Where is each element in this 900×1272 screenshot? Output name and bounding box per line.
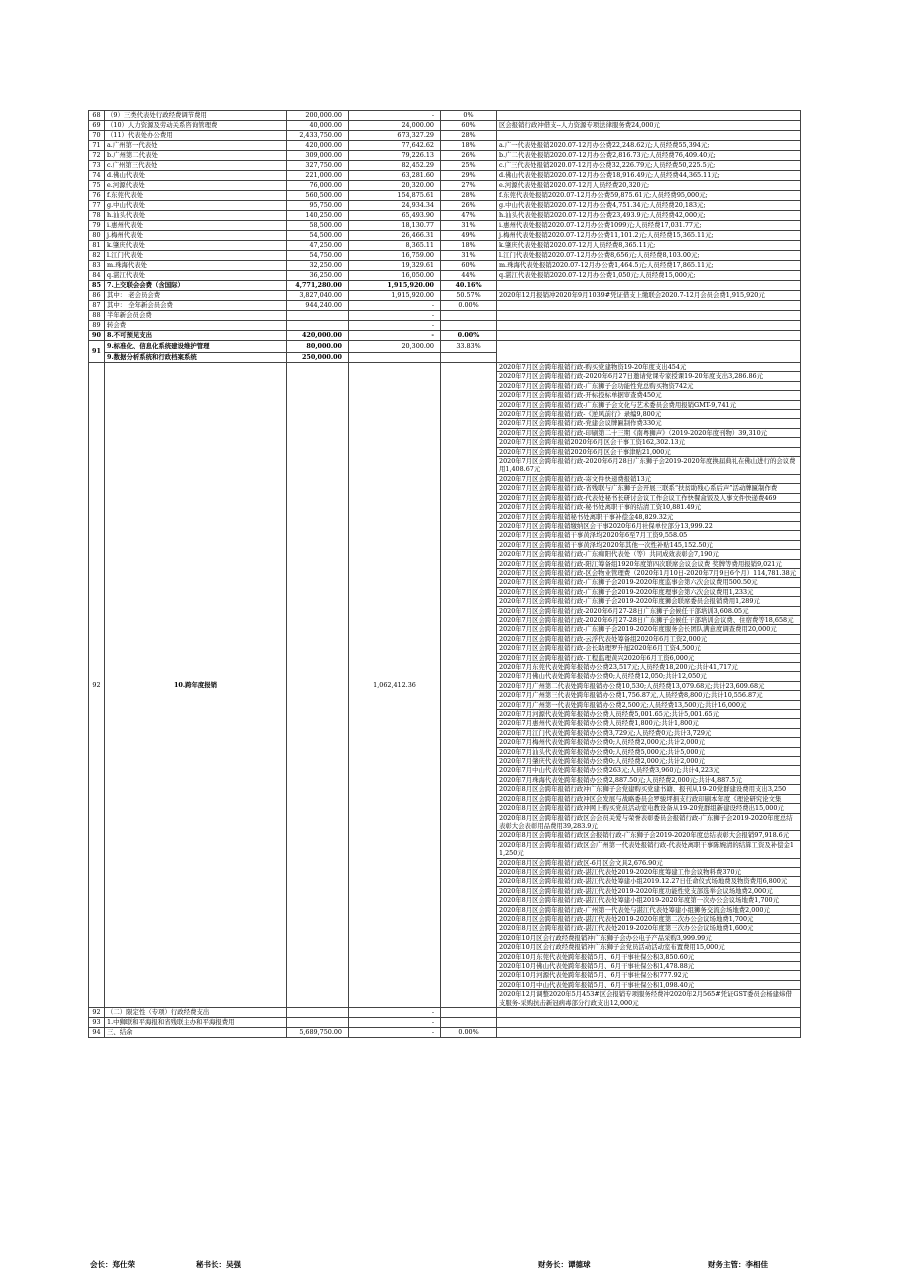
item-name: b.广州第二代表处 — [105, 151, 287, 161]
row-number: 79 — [89, 221, 105, 231]
note-text: f.东莞代表处报销2020.07-12月办公费59,875.61元;人员经费95,000元; — [497, 191, 801, 201]
actual-amount — [349, 353, 441, 363]
row-number: 85 — [89, 281, 105, 291]
table-row — [89, 1018, 801, 1028]
table-row — [89, 291, 801, 301]
detail-line: 2020年10月佛山代表处跨年报销5月、6月干事社保公积1,478.88元 — [497, 962, 800, 971]
actual-amount: 77,642.62 — [349, 141, 441, 151]
detail-line: 2020年7月区会跨年报销行政-广东狮子会2019-2020年度狮会联席委员会报销费用1,289元 — [497, 597, 800, 606]
budget-amount: 36,250.00 — [287, 271, 349, 281]
note-text — [497, 131, 801, 141]
detail-line: 2020年10月东莞代表处跨年报销5月、6月干事社保公积3,850.60元 — [497, 953, 800, 962]
item-name: （二）限定性（专项）行政经费支出 — [105, 1008, 287, 1018]
table-row — [89, 181, 801, 191]
table-row — [89, 191, 801, 201]
budget-amount: 80,000.00 — [287, 341, 349, 353]
budget-amount: 32,250.00 — [287, 261, 349, 271]
percent-complete: 44% — [441, 271, 497, 281]
note-text: b.广二代表处报销2020.07-12月办公费2,816.73元;人员经费76,409.40元; — [497, 151, 801, 161]
detail-line: 2020年7月东莞代表处跨年报销办公费23,517元;人员经费18,200元;共计41,717元 — [497, 663, 800, 672]
item-name: q.湛江代表处 — [105, 271, 287, 281]
detail-line: 2020年7月河源代表处跨年报销办公费人员经费5,001.65元;共计5,001.65元 — [497, 710, 800, 719]
detail-line: 2020年7月区会跨年报销行政-云浮代表处筹备组2020年6月工资2,000元 — [497, 635, 800, 644]
percent-complete — [441, 311, 497, 321]
percent-complete: 50.57% — [441, 291, 497, 301]
detail-line: 2020年7月区会跨年报销行政-省残联与广东狮子会开展三联系“扶贫助残心系后声”活动牌匾制作费 — [497, 484, 800, 493]
actual-amount: - — [349, 1028, 441, 1038]
detail-line: 2020年7月区会跨年报销行政-广东狮子会功能性党总购买物资742元 — [497, 382, 800, 391]
detail-line: 2020年7月区会跨年报销行政-党建会议牌匾制作费330元 — [497, 419, 800, 428]
budget-amount — [287, 311, 349, 321]
row-number: 83 — [89, 261, 105, 271]
item-name: 8.不可预见支出 — [105, 331, 287, 341]
percent-complete: 28% — [441, 131, 497, 141]
percent-complete: 26% — [441, 201, 497, 211]
note-text: m.珠海代表处报销2020.07-12月办公费1,464.5元;人员经费17,865.11元; — [497, 261, 801, 271]
note-text: 2020年12月报销冲2020年9月1039#凭证借支上缴联会2020.7-12月会员会费1,915,920元 — [497, 291, 801, 301]
actual-amount: - — [349, 301, 441, 311]
percent-complete: 0.00% — [441, 301, 497, 311]
item-name: l.江门代表处 — [105, 251, 287, 261]
row-number: 68 — [89, 111, 105, 121]
table-row — [89, 221, 801, 231]
percent-complete: 31% — [441, 221, 497, 231]
table-row — [89, 231, 801, 241]
actual-amount: 673,327.29 — [349, 131, 441, 141]
detail-line: 2020年8月区会跨年报销行政区会报销行政-广东狮子会2019-2020年度总结表彰大会报销97,918.6元 — [497, 831, 800, 840]
detail-line: 2020年7月区会跨年报销行政-秘书处离职干事的结清工资10,881.49元 — [497, 503, 800, 512]
actual-amount: - — [349, 1018, 441, 1028]
percent-complete — [441, 353, 497, 363]
table-row — [89, 271, 801, 281]
row-number: 92 — [89, 363, 105, 1008]
row-number: 74 — [89, 171, 105, 181]
row-number: 89 — [89, 321, 105, 331]
note-text: k.肇庆代表处报销2020.07-12月人员经费8,365.11元; — [497, 241, 801, 251]
budget-amount: 250,000.00 — [287, 353, 349, 363]
budget-amount: 560,500.00 — [287, 191, 349, 201]
actual-amount: 18,130.77 — [349, 221, 441, 231]
item-name: 转会费 — [105, 321, 287, 331]
item-name: a.广州第一代表处 — [105, 141, 287, 151]
note-text — [497, 1018, 801, 1028]
detail-line: 2020年8月区会跨年报销行政区会会员关爱与荣誉表彰委员会报销行政-广东狮子会2019-2020年度总结表彰大会表彰用品费用39,283.9元 — [497, 814, 800, 832]
detail-line: 2020年7月惠州代表处跨年报销办公费人员经费1,800元;共计1,800元 — [497, 719, 800, 728]
percent-complete: 60% — [441, 121, 497, 131]
actual-amount: - — [349, 321, 441, 331]
detail-line: 2020年7月珠海代表处跨年报销办公费2,887.50元;人员经费2,000元;共计4,887.5元 — [497, 776, 800, 785]
note-text: h.汕头代表处报销2020.07-12月办公费23,493.9元;人员经费42,000元; — [497, 211, 801, 221]
detail-line: 2020年7月区会跨年报销行政-2020年6月28日广东狮子会2019-2020年度换届典礼在佛山进行的会议费用1,408.67元 — [497, 457, 800, 475]
item-name: j.梅州代表处 — [105, 231, 287, 241]
actual-amount: 1,915,920.00 — [349, 281, 441, 291]
detail-line: 2020年7月区会跨年报销秘书处离职干事补偿金48,829.32元 — [497, 513, 800, 522]
detail-line: 2020年7月梅州代表处跨年报销办公费0;人员经费2,000元;共计2,000元 — [497, 738, 800, 747]
row-number: 69 — [89, 121, 105, 131]
detail-line: 2020年10月区会行政经费报销冲广东狮子会党员活动活动室布置费用15,000元 — [497, 943, 800, 952]
detail-line: 2020年8月区会跨年报销行政区-6月区会文具2,676.90元 — [497, 859, 800, 868]
note-text — [497, 1028, 801, 1038]
percent-complete: 0.00% — [441, 331, 497, 341]
budget-amount: 944,240.00 — [287, 301, 349, 311]
note-text — [497, 301, 801, 311]
row-number: 70 — [89, 131, 105, 141]
detail-line: 2020年7月广州第二代表处跨年报销办公费10,530;人员经费13,079.68元;共计23,609.68元 — [497, 682, 800, 691]
finance-supervisor-signature: 财务主管：李相佳 — [708, 1260, 768, 1269]
detail-line: 2020年10月中山代表处跨年报销5月、6月干事社保公积1,098.40元 — [497, 981, 800, 990]
actual-amount: 79,226.13 — [349, 151, 441, 161]
detail-line: 2020年7月区会跨年报销行政-代表处秘书长研讨会议工作会议工作快餐盒饭及人事文件快递费469 — [497, 494, 800, 503]
budget-amount: 420,000.00 — [287, 331, 349, 341]
row-number: 84 — [89, 271, 105, 281]
percent-complete — [441, 321, 497, 331]
table-row — [89, 241, 801, 251]
detail-line: 2020年10月河源代表处跨年报销5月、6月干事社保公积777.92元 — [497, 971, 800, 980]
detail-line: 2020年8月区会跨年报销行政-广州第一代表处与湛江代表处筹建小组狮务交流会场地费2,000元 — [497, 906, 800, 915]
note-text: i.惠州代表处报销2020.07-12月办公费1099元;人员经费17,031.77元; — [497, 221, 801, 231]
table-row — [89, 141, 801, 151]
item-name: （9）三类代表处行政经费调节费用 — [105, 111, 287, 121]
table-body-row91 — [89, 341, 801, 363]
note-text — [497, 111, 801, 121]
detail-line: 2020年7月区会跨年报销行政-区会物业管理费（2020年1月10日-2020年7月9日6个月）114,781.38元 — [497, 569, 800, 578]
note-text — [497, 321, 801, 331]
note-text: g.中山代表处报销2020.07-12月办公费4,751.34元;人员经费20,183元; — [497, 201, 801, 211]
table-row — [89, 341, 801, 353]
item-name: 其中： 全年新会员会费 — [105, 301, 287, 311]
table-row — [89, 301, 801, 311]
percent-complete: 47% — [441, 211, 497, 221]
table-row — [89, 311, 801, 321]
table-row — [89, 331, 801, 341]
actual-amount: 1,062,412.36 — [349, 363, 441, 1008]
row-number: 80 — [89, 231, 105, 241]
detail-line: 2020年8月区会跨年报销行政-湛江代表处筹建小组2019.12.27日任命仪式场地费及物资费用6,800元 — [497, 877, 800, 886]
detail-line: 2020年7月区会跨年报销行政-《逆风前行》录编9,800元 — [497, 410, 800, 419]
actual-amount: - — [349, 331, 441, 341]
actual-amount: 154,875.61 — [349, 191, 441, 201]
president-signature: 会长：郑仕荣 — [90, 1260, 135, 1269]
item-name: 7.上交联会会费（含国际） — [105, 281, 287, 291]
table-row — [89, 151, 801, 161]
actual-amount: 82,452.29 — [349, 161, 441, 171]
item-name: h.汕头代表处 — [105, 211, 287, 221]
budget-amount: 54,500.00 — [287, 231, 349, 241]
row-number: 82 — [89, 251, 105, 261]
detail-line: 2020年8月区会跨年报销行政-湛江代表处2019-2020年度第三次办公会议场地费1,600元 — [497, 924, 800, 933]
note-text — [497, 281, 801, 291]
percent-complete: 33.83% — [441, 341, 497, 353]
finance-table — [88, 110, 801, 1038]
item-name: d.佛山代表处 — [105, 171, 287, 181]
detail-line: 2020年8月区会跨年报销行政冲网上购买党员活动室电教设备从19-20党群组新建设经费出15,000元 — [497, 804, 800, 813]
item-name: 三、结余 — [105, 1028, 287, 1038]
table-body-bottom — [89, 1008, 801, 1038]
detail-line: 2020年7月广州第三代表处跨年报销办公费1,756.87元,人员经费8,800元;共计10,556.87元 — [497, 691, 800, 700]
detail-line: 2020年7月区会跨年报销行政-寄文件快递费报销13元 — [497, 475, 800, 484]
item-name: 9.数据分析系统和行政档案系统 — [105, 353, 287, 363]
table-body-row92 — [89, 363, 801, 1008]
row-number: 76 — [89, 191, 105, 201]
detail-line: 2020年8月区会跨年报销行政-湛江代表处2019-2020年度功能性党支部选举会议场地费2,000元 — [497, 887, 800, 896]
actual-amount: 24,934.34 — [349, 201, 441, 211]
budget-amount — [287, 321, 349, 331]
table-row — [89, 251, 801, 261]
percent-complete — [441, 1018, 497, 1028]
detail-line: 2020年8月区会跨年报销行政-湛江代表处筹建小组2019-2020年度第一次办公会议场地费1,700元 — [497, 896, 800, 905]
actual-amount: 8,365.11 — [349, 241, 441, 251]
detail-line: 2020年7月区会跨年报销行政-广东狮子会2019-2020年度理事会第六次会议费用1,233元 — [497, 588, 800, 597]
detail-line: 2020年7月区会跨年报销行政-广东狮子会文化与艺术委员会费用报销GMT-9,741元 — [497, 401, 800, 410]
table-row — [89, 171, 801, 181]
actual-amount: 16,759.00 — [349, 251, 441, 261]
budget-amount: 420,000.00 — [287, 141, 349, 151]
detail-list — [497, 363, 801, 1008]
budget-amount: 76,000.00 — [287, 181, 349, 191]
item-name: c.广州第三代表处 — [105, 161, 287, 171]
row-number: 81 — [89, 241, 105, 251]
percent-complete: 40.16% — [441, 281, 497, 291]
actual-amount: 16,050.00 — [349, 271, 441, 281]
table-row — [89, 321, 801, 331]
finance-chief-signature: 财务长：谭德球 — [538, 1260, 591, 1269]
note-text: a.广一代表处报销2020.07-12月办公费22,248.62元;人员经费55,394元; — [497, 141, 801, 151]
row-number: 71 — [89, 141, 105, 151]
percent-complete: 29% — [441, 171, 497, 181]
detail-line: 2020年7月区会跨年报销行政-工程监理黄兴2020年6月工资6,000元 — [497, 654, 800, 663]
note-text: d.佛山代表处报销2020.07-12月办公费18,916.49元;人员经费44,365.11元; — [497, 171, 801, 181]
detail-line: 2020年8月区会跨年报销行政-湛江代表处2019-2020年度第二次办公会议场地费1,700元 — [497, 915, 800, 924]
detail-line: 2020年12月调整2020年5月453#区会报销专项服务经费冲2020年2月565#凭证GST委员会杨建炜借支服务-采购抗击新冠病毒部分行政支出12,000元 — [499, 990, 792, 1007]
detail-line: 2020年7月区会跨年报销行政-广东狮子会2019-2020年度监事会第六次会议费用500.50元 — [497, 578, 800, 587]
actual-amount: 20,300.00 — [349, 341, 441, 353]
row-number: 77 — [89, 201, 105, 211]
note-text: c.广三代表处报销2020.07-12月办公费32,226.79元;人员经费50,225.5元; — [497, 161, 801, 171]
actual-amount: 65,493.90 — [349, 211, 441, 221]
item-name: 半年新会员会费 — [105, 311, 287, 321]
detail-line: 2020年7月区会跨年报销行政-2020年6月27-28日广东狮子会候任干部培训会议费、住宿费等18,658元 — [497, 616, 800, 625]
note-text — [497, 311, 801, 321]
detail-line: 2020年7月区会跨年报销行政-印刷第二十三期《南粤狮声》（2019-2020年度刊物）39,310元 — [497, 429, 800, 438]
item-name: k.肇庆代表处 — [105, 241, 287, 251]
percent-complete: 28% — [441, 191, 497, 201]
actual-amount: 26,466.31 — [349, 231, 441, 241]
actual-amount: 19,329.61 — [349, 261, 441, 271]
actual-amount: 1,915,920.00 — [349, 291, 441, 301]
detail-line: 2020年7月汕头代表处跨年报销办公费0;人员经费5,000元;共计5,000元 — [497, 748, 800, 757]
item-name: m.珠海代表处 — [105, 261, 287, 271]
budget-amount — [287, 1008, 349, 1018]
item-name: 其中： 老会员会费 — [105, 291, 287, 301]
detail-line: 2020年7月中山代表处跨年报销办公费263元;人员经费3,960元;共计4,223元 — [497, 766, 800, 775]
detail-line: 2020年10月区会行政经费报销冲广东狮子会办公电子产品采购3,999.99元 — [497, 934, 800, 943]
row-number: 91 — [89, 341, 105, 363]
table-row — [89, 211, 801, 221]
percent-complete: 26% — [441, 151, 497, 161]
budget-amount: 5,689,750.00 — [287, 1028, 349, 1038]
item-name: g.中山代表处 — [105, 201, 287, 211]
signature-footer — [88, 1259, 800, 1271]
row-number: 92 — [89, 1008, 105, 1018]
budget-amount: 47,250.00 — [287, 241, 349, 251]
note-text: 区会报销行政冲借支--人力资源专项法律服务费24,000元 — [497, 121, 801, 131]
note-text — [497, 331, 801, 341]
detail-line: 2020年7月区会跨年报销行政-开标投标单据审查费450元 — [497, 391, 800, 400]
budget-amount: 58,500.00 — [287, 221, 349, 231]
percent-complete: 0.00% — [441, 1028, 497, 1038]
percent-complete: 18% — [441, 141, 497, 151]
item-name: f.东莞代表处 — [105, 191, 287, 201]
table-row — [89, 1028, 801, 1038]
detail-line: 2020年7月区会跨年报销行政-2020年6月27日邀请党课专家授课19-20年度支出3,286.86元 — [497, 372, 800, 381]
item-name: 9.标准化、信息化系统建设维护管理 — [105, 341, 287, 353]
budget-amount: 54,750.00 — [287, 251, 349, 261]
detail-line: 2020年7月区会跨年报销缴纳区会干事2020年6月社保单位部分13,999.22 — [497, 522, 800, 531]
row-number: 90 — [89, 331, 105, 341]
actual-amount: 63,281.60 — [349, 171, 441, 181]
budget-amount: 2,433,750.00 — [287, 131, 349, 141]
budget-amount — [287, 363, 349, 1008]
row-number: 87 — [89, 301, 105, 311]
row-number: 75 — [89, 181, 105, 191]
percent-complete: 49% — [441, 231, 497, 241]
item-name: 10.跨年度报销 — [105, 363, 287, 1008]
table-row — [89, 1008, 801, 1018]
budget-amount: 140,250.00 — [287, 211, 349, 221]
row-number: 86 — [89, 291, 105, 301]
percent-complete — [441, 363, 497, 1008]
percent-complete: 27% — [441, 181, 497, 191]
row-number: 94 — [89, 1028, 105, 1038]
row-number: 78 — [89, 211, 105, 221]
detail-line: 2020年7月区会跨年报销行政-广东狮子会2019-2020年度服务会长团队满意度调查费用20,000元 — [497, 625, 800, 634]
detail-line: 2020年7月区会跨年报销行政-购买党建物资19-20年度支出454元 — [497, 363, 800, 372]
actual-amount: - — [349, 111, 441, 121]
secretary-signature: 秘书长：吴强 — [196, 1260, 241, 1269]
detail-line: 2020年7月肇庆代表处跨年报销办公费0;人员经费2,000元;共计2,000元 — [497, 757, 800, 766]
budget-amount: 95,750.00 — [287, 201, 349, 211]
item-name: （10）人力资源及劳动关系咨询管理费 — [105, 121, 287, 131]
detail-line: 2020年7月佛山代表处跨年报销办公费0;人员经费12,050;共计12,050元 — [497, 672, 800, 681]
note-text: q.湛江代表处报销2020.07-12月办公费1,050元;人员经费15,000元; — [497, 271, 801, 281]
budget-amount: 40,000.00 — [287, 121, 349, 131]
detail-line: 2020年7月江门代表处跨年报销办公费3,729元;人员经费0元;共计3,729元 — [497, 729, 800, 738]
detail-line: 2020年8月区会跨年报销行政冲区会发展与战略委员会罗骏坪捐支行政印刷本年度《理论研究论文集 — [497, 795, 800, 804]
percent-complete — [441, 1008, 497, 1018]
item-name: 1.中狮联和平海报和省残联主办和平海报费用 — [105, 1018, 287, 1028]
table-row — [89, 261, 801, 271]
row-number: 88 — [89, 311, 105, 321]
table-row — [89, 131, 801, 141]
detail-line: 2020年7月区会跨年报销行政-会长助理罗升旭2020年6月工资4,500元 — [497, 644, 800, 653]
item-name: （11）代表处办公费用 — [105, 131, 287, 141]
detail-line: 2020年8月区会跨年报销行政冲广东狮子会党建购买党建书籍、报刊从19-20党群建设费用支出3,250 — [497, 785, 800, 794]
actual-amount: 24,000.00 — [349, 121, 441, 131]
table-row — [89, 281, 801, 291]
detail-line: 2020年7月区会跨年报销干事黄泽均2020年其他一次性补贴145,152.50元 — [497, 541, 800, 550]
detail-line: 2020年7月区会跨年报销2020年6月区会干事津贴21,000元 — [497, 448, 800, 457]
actual-amount: - — [349, 311, 441, 321]
percent-complete: 18% — [441, 241, 497, 251]
row-number: 93 — [89, 1018, 105, 1028]
table-row — [89, 161, 801, 171]
note-cell — [497, 341, 801, 363]
table-row-cross-year — [89, 363, 801, 1008]
detail-line: 2020年8月区会跨年报销行政-湛江代表处2019-2020年度筹建工作会议物料费370元 — [497, 868, 800, 877]
item-name: e.河源代表处 — [105, 181, 287, 191]
budget-amount: 200,000.00 — [287, 111, 349, 121]
budget-amount: 4,771,280.00 — [287, 281, 349, 291]
budget-amount: 309,000.00 — [287, 151, 349, 161]
note-text — [497, 1008, 801, 1018]
detail-line: 2020年7月广州第一代表处跨年报销办公费2,500元;人员经费13,500元;共计16,000元 — [497, 701, 800, 710]
item-name: i.惠州代表处 — [105, 221, 287, 231]
percent-complete: 60% — [441, 261, 497, 271]
budget-amount: 3,827,040.00 — [287, 291, 349, 301]
actual-amount: - — [349, 1008, 441, 1018]
detail-line: 2020年7月区会跨年报销行政-阳江筹备组1920年度第四次联席会议会议费 奖牌等费用报销9,021元 — [497, 560, 800, 569]
row-number: 73 — [89, 161, 105, 171]
note-text: l.江门代表处报销2020.07-12月办公费8,656元;人员经费8,103.00元; — [497, 251, 801, 261]
budget-amount — [287, 1018, 349, 1028]
detail-line: 2020年7月区会跨年报销行政-2020年6月27-28日广东狮子会候任干部培训3,608.05元 — [497, 607, 800, 616]
detail-line: 2020年7月区会跨年报销干事黄泽均2020年6至7月工资9,558.05 — [497, 531, 800, 540]
detail-line: 2020年8月区会跨年报销行政区会广州第一代表处报销行政-代表处离职干事陈婉清的结算工资及补偿金11,250元 — [497, 841, 800, 859]
budget-amount: 327,750.00 — [287, 161, 349, 171]
percent-complete: 25% — [441, 161, 497, 171]
detail-line: 2020年7月区会跨年报销行政-广东痴阳代表处（等）共同成效表彰会7,190元 — [497, 550, 800, 559]
row-number: 72 — [89, 151, 105, 161]
note-text: j.梅州代表处报销2020.07-12月办公费11,101.2元;人员经费15,365.11元; — [497, 231, 801, 241]
table-row — [89, 111, 801, 121]
percent-complete: 0% — [441, 111, 497, 121]
percent-complete: 31% — [441, 251, 497, 261]
budget-amount: 221,000.00 — [287, 171, 349, 181]
actual-amount: 20,320.00 — [349, 181, 441, 191]
table-body-top — [89, 111, 801, 341]
table-row — [89, 201, 801, 211]
detail-line: 2020年7月区会跨年报销2020年6月区会干事工资162,302.13元 — [497, 438, 800, 447]
note-text: e.河源代表处报销2020.07-12月人员经费20,320元; — [497, 181, 801, 191]
table-row — [89, 121, 801, 131]
